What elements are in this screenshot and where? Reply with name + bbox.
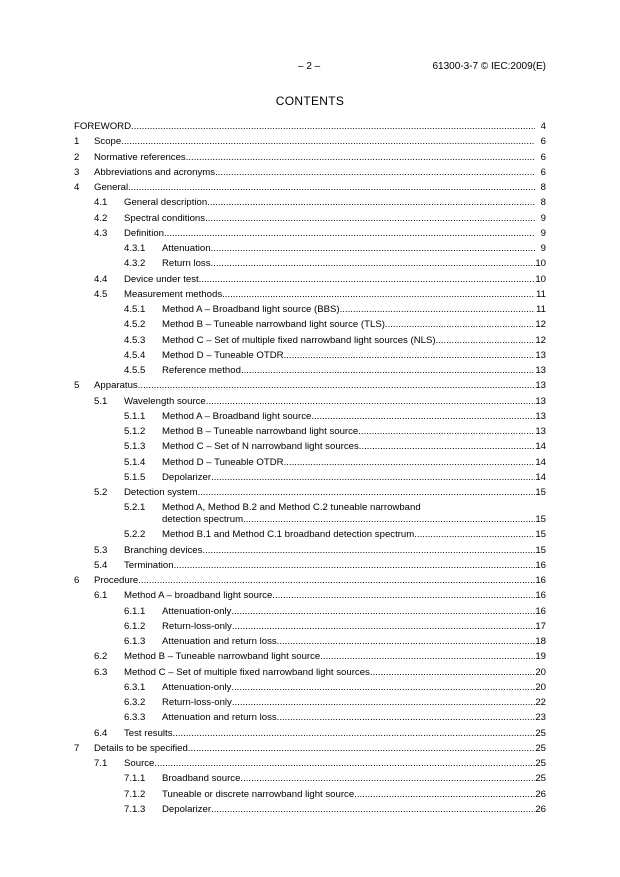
toc-entry[interactable] bbox=[74, 726, 546, 741]
dot-leader bbox=[202, 543, 535, 558]
toc-entry-number: 4.5.3 bbox=[124, 334, 146, 346]
toc-entry-number: 4.4 bbox=[94, 273, 108, 285]
dot-leader bbox=[199, 272, 535, 287]
toc-entry-page: 19 bbox=[535, 651, 546, 663]
toc-entry-number: 4.3.2 bbox=[124, 258, 146, 270]
toc-entry-page: 9 bbox=[540, 227, 546, 239]
toc-entry-page: 25 bbox=[535, 727, 546, 739]
toc-entry-page: 13 bbox=[535, 349, 546, 361]
toc-entry-number: 6.1.3 bbox=[124, 636, 146, 647]
toc-entry-page: 25 bbox=[535, 742, 546, 754]
toc-entry[interactable] bbox=[74, 665, 546, 680]
toc-entry-title: Depolarizer bbox=[162, 803, 212, 815]
toc-entry-page: 11 bbox=[536, 288, 546, 300]
toc-entry[interactable] bbox=[74, 287, 546, 302]
toc-entry-number: 3 bbox=[74, 166, 80, 178]
toc-entry-title: Attenuation and return loss bbox=[162, 636, 277, 647]
toc-entry[interactable] bbox=[74, 802, 546, 817]
toc-entry-number: 6 bbox=[74, 575, 80, 586]
toc-entry-title: Reference method bbox=[162, 365, 241, 376]
toc-entry-number: 5.2 bbox=[94, 487, 108, 498]
toc-entry-number: 4.2 bbox=[94, 212, 108, 224]
toc-entry-title: Depolarizer bbox=[162, 471, 212, 483]
toc-entry[interactable] bbox=[74, 180, 546, 195]
dot-leader bbox=[138, 573, 535, 588]
dot-leader bbox=[320, 649, 535, 664]
toc-entry[interactable] bbox=[74, 756, 546, 771]
toc-entry-number: 6.3.3 bbox=[124, 712, 146, 724]
toc-entry[interactable] bbox=[74, 317, 546, 332]
toc-entry-title: Attenuation-only bbox=[162, 605, 232, 617]
dot-leader bbox=[173, 726, 535, 741]
toc-entry-number: 6.3.1 bbox=[124, 681, 146, 693]
toc-entry-title: Spectral conditions bbox=[124, 212, 206, 224]
toc-entry[interactable] bbox=[74, 604, 546, 619]
toc-entry-title: Abbreviations and acronyms bbox=[94, 166, 216, 178]
toc-entry-page: 15 bbox=[535, 544, 546, 556]
toc-entry-number: 5 bbox=[74, 380, 80, 392]
toc-entry-number: 2 bbox=[74, 151, 80, 163]
toc-entry-title: Method A – broadband light source bbox=[124, 590, 273, 602]
toc-entry-page: 9 bbox=[540, 212, 546, 224]
toc-entry-page: 13 bbox=[535, 426, 546, 437]
toc-entry[interactable] bbox=[74, 634, 546, 649]
toc-entry-page: 25 bbox=[535, 758, 546, 769]
toc-entry-title: Procedure bbox=[94, 575, 139, 586]
toc-entry-page: 11 bbox=[536, 304, 546, 315]
toc-entry-page: 8 bbox=[540, 197, 546, 209]
dot-leader bbox=[211, 241, 535, 256]
toc-entry-page: 10 bbox=[535, 273, 546, 285]
toc-entry-number: 7 bbox=[74, 742, 80, 754]
toc-entry-page: 14 bbox=[535, 471, 546, 483]
toc-entry-page: 6 bbox=[540, 136, 546, 148]
toc-entry-title: Definition bbox=[124, 227, 164, 239]
toc-entry[interactable] bbox=[74, 409, 546, 424]
toc-entry-number: 7.1.3 bbox=[124, 803, 146, 815]
toc-entry-number: 4.3.1 bbox=[124, 243, 146, 254]
toc-entry[interactable] bbox=[74, 119, 546, 134]
toc-entry-page: 13 bbox=[535, 395, 546, 407]
toc-entry-title: Method A – Broadband light source (BBS) bbox=[162, 304, 340, 315]
toc-entry[interactable] bbox=[74, 226, 546, 241]
toc-entry-number: 5.1.2 bbox=[124, 426, 146, 437]
toc-entry[interactable] bbox=[74, 394, 546, 409]
dot-leader bbox=[186, 150, 535, 165]
toc-entry-number: 5.1.1 bbox=[124, 410, 146, 422]
toc-entry-page: 8 bbox=[540, 182, 546, 193]
toc-entry-number: 5.1.5 bbox=[124, 471, 146, 483]
toc-entry[interactable] bbox=[74, 363, 546, 378]
toc-entry-page: 15 bbox=[535, 487, 546, 498]
toc-entry-title: Device under test bbox=[124, 273, 199, 285]
dot-leader bbox=[205, 211, 535, 226]
toc-entry-number: 6.1 bbox=[94, 590, 108, 602]
toc-entry[interactable] bbox=[74, 165, 546, 180]
toc-entry-title: Wavelength source bbox=[124, 395, 206, 407]
toc-entry[interactable] bbox=[74, 573, 546, 588]
dot-leader bbox=[232, 619, 535, 634]
toc-entry[interactable] bbox=[74, 455, 546, 470]
toc-entry-title: FOREWORD bbox=[74, 121, 132, 132]
dot-leader bbox=[340, 302, 535, 317]
toc-entry-page: 15 bbox=[535, 529, 546, 541]
toc-entry-page: 12 bbox=[535, 319, 546, 331]
toc-entry-title: Source bbox=[124, 758, 155, 769]
toc-entry-page: 22 bbox=[535, 697, 546, 708]
toc-entry[interactable] bbox=[74, 150, 546, 165]
toc-entry-number: 6.4 bbox=[94, 727, 108, 739]
dot-leader bbox=[207, 195, 535, 210]
toc-entry-page: 6 bbox=[540, 166, 546, 178]
toc-entry-title: Return-loss-only bbox=[162, 697, 232, 708]
toc-entry-number: 5.2.2 bbox=[124, 529, 146, 541]
toc-entry-title: Method B – Tuneable narrowband light source bbox=[162, 426, 359, 437]
dot-leader bbox=[277, 634, 535, 649]
toc-entry-page: 16 bbox=[535, 559, 546, 571]
toc-entry[interactable] bbox=[74, 558, 546, 573]
toc-entry-title: Measurement methods bbox=[124, 288, 223, 300]
toc-entry-page: 4 bbox=[540, 121, 546, 132]
toc-entry-title: Method B – Tuneable narrowband light source (TLS) bbox=[162, 319, 385, 331]
toc-entry[interactable] bbox=[74, 272, 546, 287]
toc-entry[interactable] bbox=[74, 787, 546, 802]
dot-leader bbox=[215, 165, 535, 180]
toc-entry-number: 5.2.1 bbox=[124, 502, 146, 514]
toc-entry-page: 25 bbox=[535, 773, 546, 785]
toc-entry-number: 4.3 bbox=[94, 227, 108, 239]
dot-leader bbox=[121, 134, 535, 149]
toc-entry-page: 12 bbox=[535, 334, 546, 346]
dot-leader bbox=[358, 424, 535, 439]
toc-entry-number: 7.1.2 bbox=[124, 788, 146, 800]
toc-entry[interactable] bbox=[74, 649, 546, 664]
toc-entry-title: General bbox=[94, 182, 129, 193]
toc-entry-page: 26 bbox=[535, 803, 546, 815]
toc-entry-title: Detection system bbox=[124, 487, 198, 498]
dot-leader bbox=[232, 695, 535, 710]
toc-entry[interactable] bbox=[74, 378, 546, 393]
toc-entry-page: 6 bbox=[540, 151, 546, 163]
toc-entry-number: 7.1.1 bbox=[124, 773, 146, 785]
toc-entry[interactable] bbox=[74, 134, 546, 149]
toc-entry[interactable] bbox=[74, 195, 546, 210]
toc-entry-number: 6.2 bbox=[94, 651, 108, 663]
toc-entry-title: Termination bbox=[124, 559, 174, 571]
dot-leader bbox=[138, 378, 535, 393]
toc-entry-title: Scope bbox=[94, 136, 122, 148]
toc-entry-number: 5.1 bbox=[94, 395, 108, 407]
toc-entry-title: Return loss bbox=[162, 258, 211, 270]
toc-entry-title: Method D – Tuneable OTDR bbox=[162, 349, 284, 361]
dot-leader bbox=[154, 756, 535, 771]
toc-entry-title: Attenuation-only bbox=[162, 681, 232, 693]
toc-entry-title: Method D – Tuneable OTDR bbox=[162, 456, 284, 468]
dot-leader bbox=[231, 604, 535, 619]
toc-entry-page: 18 bbox=[535, 636, 546, 647]
toc-entry-number: 4 bbox=[74, 182, 80, 193]
dot-leader bbox=[385, 317, 535, 332]
toc-entry-title: Method B.1 and Method C.1 broadband detection spectrum bbox=[162, 529, 415, 541]
dot-leader bbox=[277, 710, 535, 725]
toc-entry[interactable] bbox=[74, 619, 546, 634]
toc-entry-number: 5.4 bbox=[94, 559, 108, 571]
toc-entry-title: Return-loss-only bbox=[162, 620, 232, 632]
toc-entry[interactable] bbox=[74, 680, 546, 695]
toc-entry[interactable] bbox=[74, 348, 546, 363]
dot-leader bbox=[284, 348, 535, 363]
toc-entry[interactable] bbox=[74, 500, 546, 527]
toc-entry-page: 16 bbox=[535, 575, 546, 586]
toc-entry[interactable] bbox=[74, 256, 546, 271]
dot-leader bbox=[222, 287, 535, 302]
toc-entry-page: 13 bbox=[535, 410, 546, 422]
toc-entry-title: Details to be specified bbox=[94, 742, 188, 754]
toc-entry-number: 4.5.5 bbox=[124, 365, 146, 376]
toc-entry-page: 14 bbox=[535, 456, 546, 468]
toc-entry-number: 6.1.2 bbox=[124, 620, 146, 632]
toc-entry-title: Method C – Set of multiple fixed narrowband light sources bbox=[124, 666, 370, 678]
toc-entry[interactable] bbox=[74, 527, 546, 542]
toc-entry[interactable] bbox=[74, 211, 546, 226]
toc-entry-page: 13 bbox=[535, 365, 546, 376]
dot-leader bbox=[188, 741, 535, 756]
toc-entry-number: 4.5 bbox=[94, 288, 108, 300]
toc-entry-page: 16 bbox=[535, 590, 546, 602]
table-of-contents bbox=[74, 119, 546, 817]
toc-entry-number: 1 bbox=[74, 136, 80, 148]
dot-leader bbox=[359, 439, 535, 454]
dot-leader bbox=[370, 665, 535, 680]
toc-entry-number: 4.5.1 bbox=[124, 304, 146, 315]
toc-entry[interactable] bbox=[74, 710, 546, 725]
toc-entry-title: Broadband source bbox=[162, 773, 241, 785]
toc-entry[interactable] bbox=[74, 333, 546, 348]
toc-entry-title: Method A – Broadband light source bbox=[162, 410, 312, 422]
dot-leader bbox=[128, 180, 535, 195]
toc-entry-number: 5.1.4 bbox=[124, 456, 146, 468]
contents-title: CONTENTS bbox=[275, 94, 345, 108]
dot-leader bbox=[231, 680, 535, 695]
toc-entry-title: General description bbox=[124, 197, 208, 209]
toc-entry[interactable] bbox=[74, 588, 546, 603]
toc-entry-title: Apparatus bbox=[94, 380, 138, 392]
dot-leader bbox=[131, 119, 535, 134]
toc-entry-title: Method A, Method B.2 and Method C.2 tuneable narrowband bbox=[162, 502, 421, 514]
dot-leader bbox=[436, 333, 535, 348]
toc-entry-title: Branching devices bbox=[124, 544, 203, 556]
dot-leader bbox=[211, 802, 535, 817]
dot-leader bbox=[164, 226, 535, 241]
toc-entry-page: 26 bbox=[535, 788, 546, 800]
dot-leader bbox=[240, 771, 535, 786]
toc-entry-page: 20 bbox=[535, 681, 546, 693]
toc-entry[interactable] bbox=[74, 771, 546, 786]
toc-entry-page: 14 bbox=[535, 441, 546, 453]
toc-entry-page: 9 bbox=[540, 243, 546, 254]
dot-leader bbox=[211, 470, 535, 485]
toc-entry-title: Method C – Set of N narrowband light sources bbox=[162, 441, 359, 453]
toc-entry-title-continuation: detection spectrum bbox=[162, 514, 244, 526]
toc-entry-title: Method C – Set of multiple fixed narrowband light sources (NLS) bbox=[162, 334, 436, 346]
toc-entry-number: 6.3.2 bbox=[124, 697, 146, 708]
toc-entry-title: Tuneable or discrete narrowband light source bbox=[162, 788, 355, 800]
toc-entry-page: 13 bbox=[535, 380, 546, 392]
toc-entry-number: 4.1 bbox=[94, 197, 108, 209]
dot-leader bbox=[241, 363, 535, 378]
toc-entry[interactable] bbox=[74, 543, 546, 558]
toc-entry[interactable] bbox=[74, 695, 546, 710]
toc-entry[interactable] bbox=[74, 424, 546, 439]
page-number: – 2 – bbox=[298, 61, 321, 72]
standard-reference: 61300-3-7 © IEC:2009(E) bbox=[432, 61, 546, 72]
toc-entry-page: 23 bbox=[535, 712, 546, 724]
toc-entry-title: Method B – Tuneable narrowband light source bbox=[124, 651, 321, 663]
dot-leader bbox=[206, 394, 535, 409]
dot-leader bbox=[243, 512, 535, 527]
toc-entry-title: Normative references bbox=[94, 151, 186, 163]
toc-entry-number: 4.5.4 bbox=[124, 349, 146, 361]
toc-entry-title: Attenuation and return loss bbox=[162, 712, 277, 724]
toc-entry[interactable] bbox=[74, 485, 546, 500]
toc-entry-number: 4.5.2 bbox=[124, 319, 146, 331]
toc-entry[interactable] bbox=[74, 470, 546, 485]
dot-leader bbox=[311, 409, 535, 424]
dot-leader bbox=[284, 455, 535, 470]
toc-entry[interactable] bbox=[74, 302, 546, 317]
toc-entry-number: 5.3 bbox=[94, 544, 108, 556]
toc-entry-page: 20 bbox=[535, 666, 546, 678]
dot-leader bbox=[198, 485, 535, 500]
toc-entry[interactable] bbox=[74, 439, 546, 454]
dot-leader bbox=[414, 527, 535, 542]
dot-leader bbox=[211, 256, 535, 271]
dot-leader bbox=[354, 787, 535, 802]
toc-entry-page: 17 bbox=[535, 620, 546, 632]
toc-entry[interactable] bbox=[74, 741, 546, 756]
toc-entry-number: 7.1 bbox=[94, 758, 108, 769]
dot-leader bbox=[174, 558, 535, 573]
toc-entry-number: 6.1.1 bbox=[124, 605, 146, 617]
toc-entry-title: Attenuation bbox=[162, 243, 211, 254]
toc-entry-number: 6.3 bbox=[94, 666, 108, 678]
toc-entry-page: 15 bbox=[535, 514, 546, 526]
toc-entry[interactable] bbox=[74, 241, 546, 256]
dot-leader bbox=[272, 588, 535, 603]
toc-entry-page: 10 bbox=[535, 258, 546, 270]
toc-entry-page: 16 bbox=[535, 605, 546, 617]
toc-entry-number: 5.1.3 bbox=[124, 441, 146, 453]
toc-entry-title: Test results bbox=[124, 727, 173, 739]
